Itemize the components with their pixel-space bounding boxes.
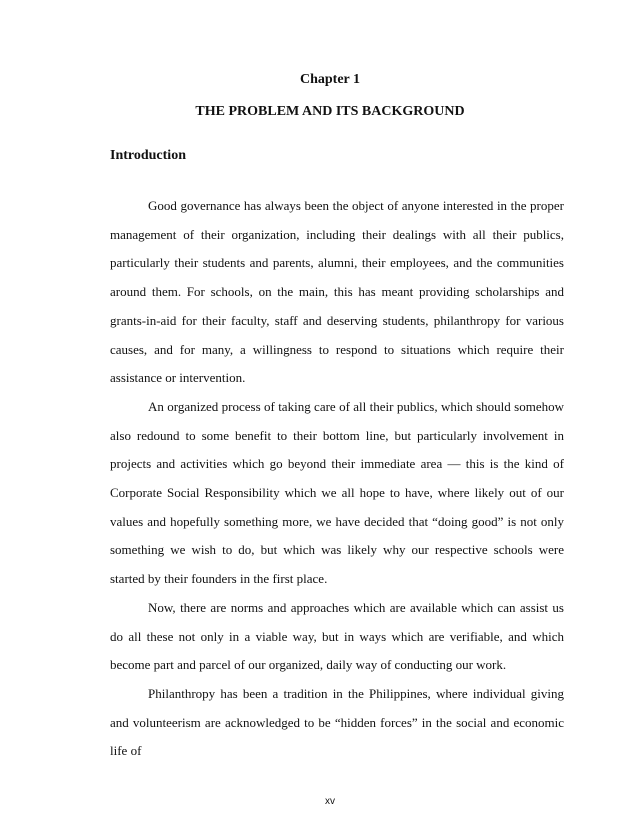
body-text bbox=[110, 192, 564, 766]
chapter-title: THE PROBLEM AND ITS BACKGROUND bbox=[195, 104, 465, 119]
paragraph: An organized process of taking care of all their publics, which should somehow also redound to some benefit to their bottom line, but particularly involvement in projects and activities which go beyond their immediate area — this is the kind of Corporate Social Responsibility which we all hope to have, where likely out of our values and hopefully something more, we have decided that “doing good” is not only something we wish to do, but which was likely why our respective schools were started by their founders in the first place. bbox=[110, 398, 564, 587]
section-heading: Introduction bbox=[110, 148, 186, 163]
paragraph: Now, there are norms and approaches which are available which can assist us do all these not only in a viable way, but in ways which are verifiable, and which become part and parcel of our organized, daily way of conducting our work. bbox=[110, 599, 564, 673]
page-number: xv bbox=[325, 796, 335, 807]
paragraph: Philanthropy has been a tradition in the Philippines, where individual giving and volunteerism are acknowledged to be “hidden forces” in the social and economic life of bbox=[110, 685, 564, 759]
chapter-number: Chapter 1 bbox=[299, 72, 361, 87]
paragraph: Good governance has always been the object of anyone interested in the proper management of their organization, including their dealings with all their publics, particularly their students and parents, alumni, their employees, and the communities around them. For schools, on the main, this has meant providing scholarships and grants-in-aid for their faculty, staff and deserving students, philanthropy for various causes, and for many, a willingness to respond to situations which require their assistance or intervention. bbox=[110, 198, 564, 386]
